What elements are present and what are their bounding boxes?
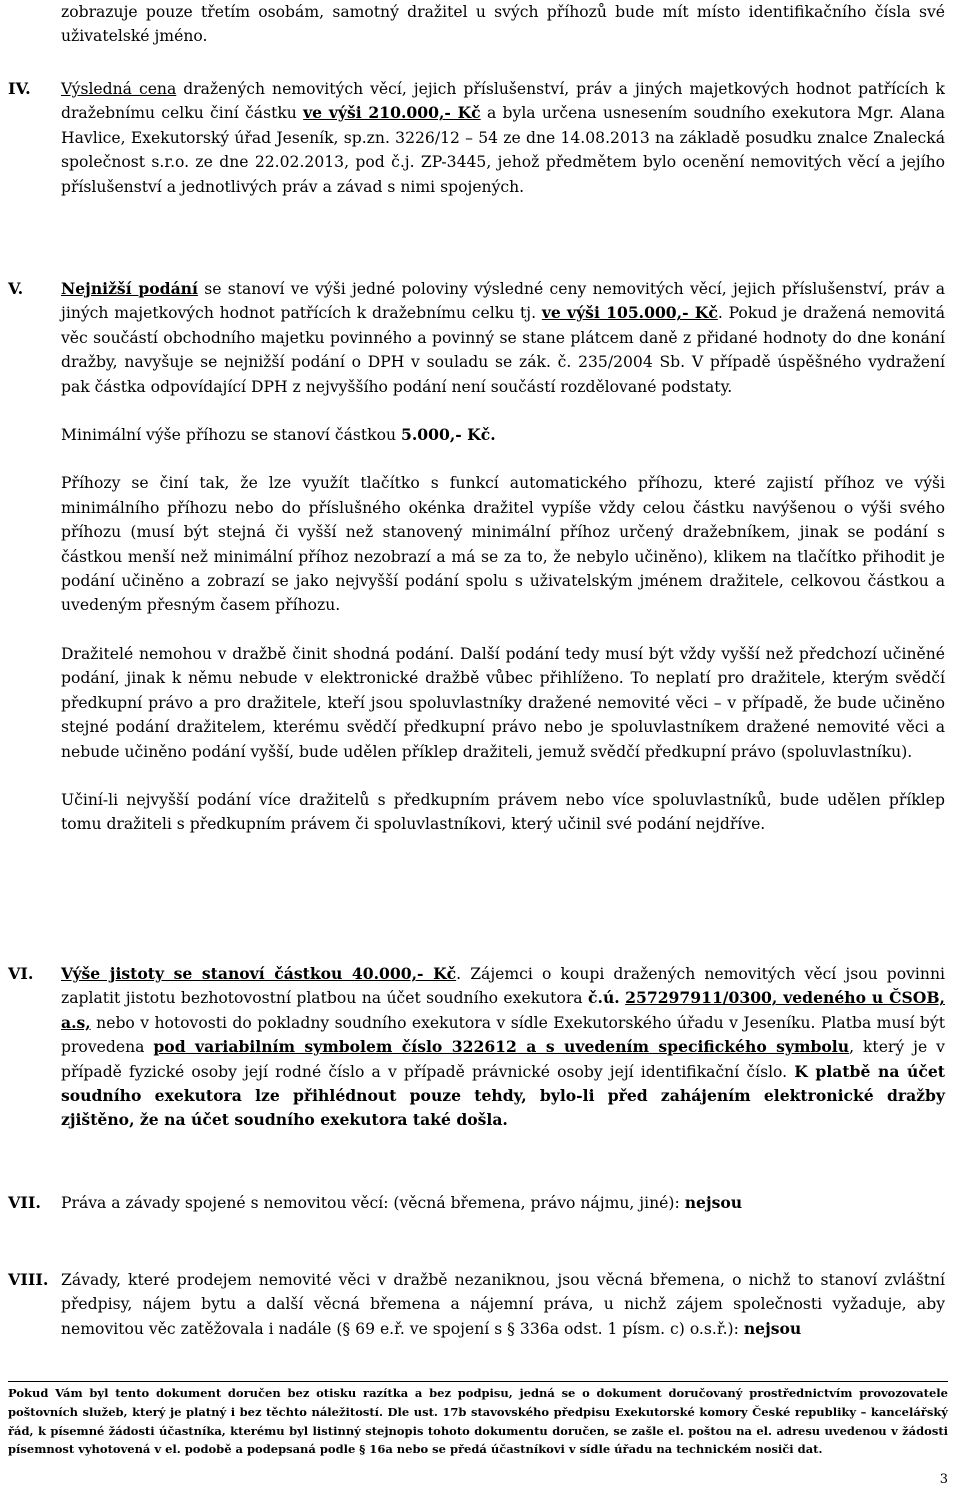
- section-viii-text: Závady, které prodejem nemovité věci v dražbě nezaniknou, jsou věcná břemena, o nichž to stanoví zvláštní předpisy, nájem bytu a další věcná břemena a nájemní práva, u nichž zájem společnosti vyžaduje, aby nemovitou věc zatěžovala i nadále (§ 69 e.ř. ve spojení s § 336a odst. 1 písm. c) o.s.ř.): nejsou: [61, 1271, 945, 1338]
- deposit-amount: Výše jistoty se stanoví částkou 40.000,- Kč: [61, 964, 457, 983]
- lowest-bid-amount: ve výši 105.000,- Kč: [541, 303, 718, 323]
- preemption-text: Učiní-li nejvyšší podání více dražitelů s předkupním právem nebo více spoluvlastníků, bude udělen příklep tomu dražiteli s předkupním právem či spoluvlastníkovi, který učinil své podání nejdříve.: [61, 790, 945, 834]
- min-increment-amount: 5.000,- Kč.: [401, 425, 496, 445]
- bidding-procedure-text: Příhozy se činí tak, že lze využít tlačítko s funkcí automatického příhozu, které zajistí příhoz ve výši minimálního příhozu nebo do příslušného okénka dražitel vypíše vždy celou částku navýšenou o výši svého příhozu (musí být stejná či vyšší než stanovený minimální příhoz určený dražebníkem, jinak se podání s částkou menší než minimální příhoz nezobrazí a má se za to, že nebylo učiněno), klikem na tlačítko přihodit je podání učiněno a zobrazí se jako nejvyšší podání spolu s uživatelským jménem dražitele, celkovou částkou a uvedeným přesným časem příhozu.: [61, 474, 945, 615]
- section-vi-text: Výše jistoty se stanoví částkou 40.000,- Kč. Zájemci o koupi dražených nemovitých věcí jsou povinni zaplatit jistotu bezhotovostní platbou na účet soudního exekutora č.ú. 257297911/0300, vedeného u ČSOB, a.s, nebo v hotovosti do pokladny soudního exekutora v sídle Exekutorského úřadu v Jeseníku. Platba musí být provedena pod variabilním symbolem číslo 322612 a s uvedením specifického symbolu, který je v případě fyzické osoby její rodné číslo a v případě právnické osoby její identifikační číslo. K platbě na účet soudního exekutora lze přihlédnout pouze tehdy, bylo-li před zahájením elektronické dražby zjištěno, že na účet soudního exekutora také došla.: [61, 964, 945, 1130]
- section-iv-text: Výsledná cena dražených nemovitých věcí, jejich příslušenství, práv a jiných majetkových hodnot patřících k dražebnímu celku činí částku ve výši 210.000,- Kč a byla určena usnesením soudního exekutora Mgr. Alana Havlice, Exekutorský úřad Jeseník, sp.zn. 3226/12 – 54 ze dne 14.08.2013 na základě posudku znalce Znalecká společnost s.r.o. ze dne 22.02.2013, pod č.j. ZP-3445, jehož předmětem bylo ocenění nemovitých věcí a jejího příslušenství a jednotlivých práv a závad s nimi spojených.: [61, 80, 945, 196]
- section-number: VI.: [8, 964, 34, 983]
- payment-condition: K platbě na účet soudního exekutora lze přihlédnout pouze tehdy, bylo-li před zahájením elektronické dražby zjištěno, že na účet soudního exekutora také došla.: [61, 1061, 945, 1130]
- section-v-text: Nejnižší podání se stanoví ve výši jedné poloviny výsledné ceny nemovitých věcí, jejich příslušenství, práv a jiných majetkových hodnot patřících k dražebnímu celku tj. ve výši 105.000,- Kč. Pokud je dražená nemovitá věc součástí obchodního majetku povinného a povinný se stane plátcem daně z přidané hodnoty do dne konání dražby, navyšuje se nejnižší podání o DPH v souladu se zák. č. 235/2004 Sb. V případě úspěšného vydražení pak částka odpovídající DPH z nejvyššího podání není součástí rozdělované podstaty.: [61, 279, 946, 396]
- footer-divider: [8, 1381, 948, 1382]
- encumbrances-value: nejsou: [684, 1193, 743, 1212]
- section-number: IV.: [8, 79, 31, 98]
- lowest-bid-label: Nejnižší podání: [61, 279, 198, 298]
- result-price-amount: ve výši 210.000,- Kč: [303, 103, 481, 123]
- page-number: 3: [939, 1472, 948, 1487]
- section-vii-text: Práva a závady spojené s nemovitou věcí: (věcná břemena, právo nájmu, jiné): nejsou: [61, 1193, 743, 1212]
- persisting-encumbrances-value: nejsou: [743, 1318, 802, 1338]
- section-number: V.: [8, 279, 24, 298]
- footer-notice: Pokud Vám byl tento dokument doručen bez otisku razítka a bez podpisu, jedná se o dokument doručovaný prostřednictvím provozovatele poštovních služeb, který je platný i bez těchto náležitostí. Dle ust. 17b stavovského předpisu Exekutorské komory České republiky – kancelářský řád, k písemné žádosti účastníka, kterému byl listinný stejnopis tohoto dokumentu doručen, se zašle el. poštou na el. adresu uvedenou v žádosti písemnost vyhotovená v el. podobě a podepsaná podle § 16a nebo se předá účastníkovi v sídle úřadu na technickém nosiči dat.: [8, 1386, 948, 1457]
- equal-bids-text: Dražitelé nemohou v dražbě činit shodná podání. Další podání tedy musí být vždy vyšší než předchozí učiněné podání, jinak k němu nebude v elektronické dražbě vůbec přihlíženo. To neplatí pro dražitele, kterým svědčí předkupní právo a pro dražitele, kteří jsou spoluvlastníky dražené nemovité věci – v případě, že bude učiněno stejné podání dražitelem, kterému svědčí předkupní právo nebo je spoluvlastníkem dražené nemovité věci a nebude učiněno podání vyšší, bude udělen příklep dražiteli, jemuž svědčí předkupní právo (spoluvlastníku).: [61, 644, 945, 761]
- section-number: VII.: [8, 1193, 41, 1212]
- section-number: VIII.: [8, 1270, 49, 1289]
- min-increment-text: Minimální výše příhozu se stanoví částkou 5.000,- Kč.: [61, 425, 496, 445]
- intro-text: zobrazuje pouze třetím osobám, samotný dražitel u svých příhozů bude mít místo identifikačního čísla své uživatelské jméno.: [61, 3, 945, 46]
- variable-symbol: pod variabilním symbolem číslo 322612 a s uvedením specifického symbolu: [153, 1037, 850, 1057]
- bank-account: 257297911/0300, vedeného u ČSOB, a.s,: [61, 988, 945, 1032]
- result-price-label: Výsledná cena: [61, 80, 177, 98]
